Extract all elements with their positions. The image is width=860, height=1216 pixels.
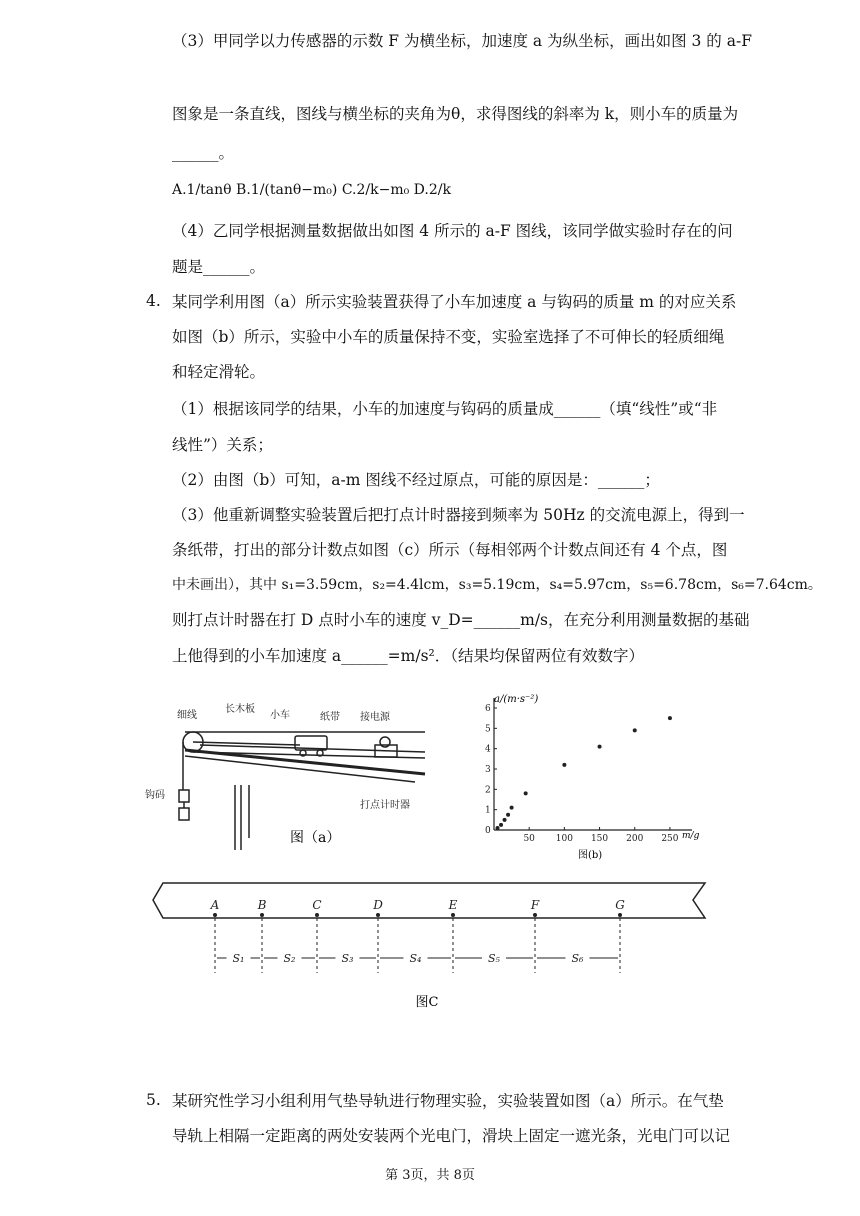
label-plug: 接电源 xyxy=(360,712,390,723)
label-string: 细线 xyxy=(177,710,197,721)
chart-y-tick-label: 1 xyxy=(485,805,491,816)
q4-part3-line1: （3）他重新调整实验装置后把打点计时器接到频率为 50Hz 的交流电源上，得到一 xyxy=(172,506,745,524)
q3-part4-line2: 题是______。 xyxy=(172,258,266,276)
chart-x-tick-label: 50 xyxy=(523,834,535,844)
label-timer: 打点计时器 xyxy=(360,800,410,811)
chart-point xyxy=(510,806,514,810)
tape-point-label: D xyxy=(373,898,383,912)
question-number: 4. xyxy=(146,292,161,310)
chart-point xyxy=(506,813,510,817)
tape-segment-label: S₃ xyxy=(341,952,354,965)
q4-part1-line2: 线性”）关系； xyxy=(172,436,273,454)
q4-stem-line2: 如图（b）所示，实验中小车的质量保持不变，实验室选择了不可伸长的轻质细绳 xyxy=(172,328,725,346)
tape-segment-label: S₄ xyxy=(409,952,422,965)
q4-stem-line1: 某同学利用图（a）所示实验装置获得了小车加速度 a 与钩码的质量 m 的对应关系 xyxy=(172,293,737,311)
q4-part1-line1: （1）根据该同学的结果，小车的加速度与钩码的质量成______（填“线性”或“非 xyxy=(172,400,718,418)
tape-point-label: B xyxy=(257,898,267,912)
tape-segment-label: S₅ xyxy=(488,952,500,965)
weight-block xyxy=(179,790,189,802)
tape-segment-label: S₂ xyxy=(283,952,296,965)
chart-point xyxy=(633,728,637,732)
figure-a-apparatus xyxy=(145,690,450,860)
figure-c-tape xyxy=(145,878,715,1018)
tape-point xyxy=(451,913,455,917)
q3-part4-line1: （4）乙同学根据测量数据做出如图 4 所示的 a-F 图线，该同学做实验时存在的问 xyxy=(172,222,733,240)
label-weight: 钩码 xyxy=(145,790,165,801)
chart-point xyxy=(524,791,528,795)
chart-point xyxy=(668,716,672,720)
chart-point xyxy=(499,823,503,827)
q4-part3-line4: 则打点计时器在打 D 点时小车的速度 v_D=______m/s，在充分利用测量数据的基础 xyxy=(172,611,750,629)
q3-part3-line2: 图象是一条直线，图线与横坐标的夹角为θ，求得图线的斜率为 k，则小车的质量为 xyxy=(172,105,739,123)
label-cart: 小车 xyxy=(270,710,290,721)
chart-xlabel: m/g xyxy=(682,831,700,841)
q4-part3-line3: 中未画出），其中 s₁=3.59cm，s₂=4.4lcm，s₃=5.19cm，s₄=5.97cm，s₅=6.78cm，s₆=7.64cm。 xyxy=(172,577,822,593)
figure-b-caption: 图(b) xyxy=(578,850,603,861)
tape-point-label: A xyxy=(210,898,220,912)
tape-point xyxy=(315,913,319,917)
label-tape: 纸带 xyxy=(320,712,340,723)
label-board: 长木板 xyxy=(225,704,255,715)
q4-part3-line2: 条纸带，打出的部分计数点如图（c）所示（每相邻两个计数点间还有 4 个点，图 xyxy=(172,541,728,559)
q4-part2: （2）由图（b）可知，a-m 图线不经过原点，可能的原因是：______； xyxy=(172,471,660,489)
tape-point-label: C xyxy=(312,898,322,912)
chart-y-tick-label: 3 xyxy=(485,765,491,775)
chart-y-tick-label: 2 xyxy=(485,785,491,796)
q3-part3-line1: （3）甲同学以力传感器的示数 F 为横坐标，加速度 a 为纵坐标，画出如图 3 的 a-F xyxy=(172,32,752,50)
chart-ylabel: a/(m·s⁻²) xyxy=(494,694,539,705)
tape-point-label: E xyxy=(448,898,458,912)
question-number-5: 5. xyxy=(146,1091,161,1109)
tape-segment-label: S₁ xyxy=(232,952,245,965)
tape-segment-label: S₆ xyxy=(571,952,584,965)
figure-c-caption: 图C xyxy=(415,995,439,1010)
tape-point xyxy=(533,913,537,917)
q3-options: A.1/tanθ B.1/(tanθ−m₀) C.2/k−m₀ D.2/k xyxy=(172,182,451,198)
tape-point xyxy=(618,913,622,917)
figure-b-chart xyxy=(472,690,707,865)
chart-y-tick-label: 6 xyxy=(485,704,491,714)
chart-x-tick-label: 250 xyxy=(661,834,679,844)
chart-point xyxy=(598,745,602,749)
figure-a-caption: 图（a） xyxy=(290,830,341,846)
chart-x-tick-label: 100 xyxy=(555,834,573,844)
q3-part3-line3: ______。 xyxy=(172,144,235,162)
chart-y-tick-label: 0 xyxy=(485,826,491,836)
tape-point xyxy=(213,913,217,917)
q4-stem-line3: 和轻定滑轮。 xyxy=(172,363,266,381)
chart-point xyxy=(562,763,566,767)
page-footer: 第 3页，共 8页 xyxy=(385,1168,475,1183)
tape-point xyxy=(260,913,264,917)
q5-line1: 某研究性学习小组利用气垫导轨进行物理实验，实验装置如图（a）所示。在气垫 xyxy=(172,1092,724,1110)
tape-point xyxy=(376,913,380,917)
q4-part3-line5: 上他得到的小车加速度 a______=m/s²．（结果均保留两位有效数字） xyxy=(172,647,644,665)
chart-y-tick-label: 4 xyxy=(485,744,491,755)
tape-point-label: G xyxy=(615,898,625,912)
chart-point xyxy=(503,818,507,822)
q5-line2: 导轨上相隔一定距离的两处安装两个光电门，滑块上固定一遮光条，光电门可以记 xyxy=(172,1127,731,1145)
chart-x-tick-label: 200 xyxy=(626,834,644,844)
tape-point-label: F xyxy=(530,898,540,912)
chart-y-tick-label: 5 xyxy=(485,724,491,735)
chart-point xyxy=(496,826,500,830)
chart-x-tick-label: 150 xyxy=(590,834,609,844)
